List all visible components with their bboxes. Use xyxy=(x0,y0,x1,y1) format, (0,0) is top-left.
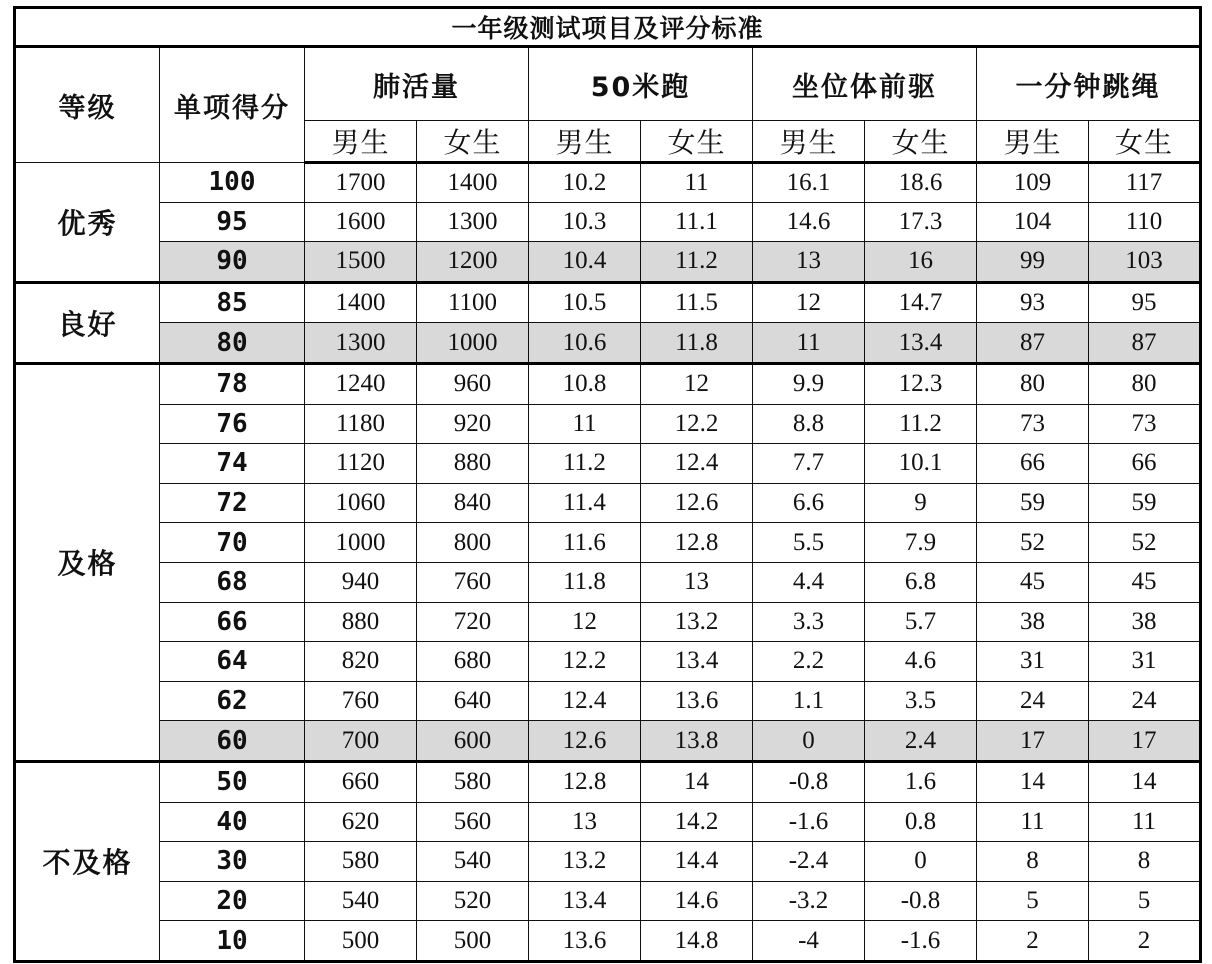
value-cell: 110 xyxy=(1089,202,1201,242)
value-cell: 13 xyxy=(641,562,753,602)
value-cell: 1400 xyxy=(305,282,417,323)
table-row xyxy=(15,681,1201,721)
value-cell: 720 xyxy=(417,602,529,642)
value-cell: 59 xyxy=(977,483,1089,523)
value-cell: 2 xyxy=(977,921,1089,962)
value-cell: 5.7 xyxy=(865,602,977,642)
value-cell: 0 xyxy=(865,842,977,882)
header-grade: 等级 xyxy=(15,47,160,163)
table-row xyxy=(15,802,1201,842)
value-cell: 540 xyxy=(305,881,417,921)
table-row xyxy=(15,404,1201,444)
value-cell: 760 xyxy=(417,562,529,602)
grade-label: 优秀 xyxy=(15,163,160,283)
table-row xyxy=(15,881,1201,921)
value-cell: 4.4 xyxy=(753,562,865,602)
score-cell: 100 xyxy=(160,163,305,203)
value-cell: 600 xyxy=(417,721,529,762)
value-cell: 109 xyxy=(977,163,1089,203)
value-cell: 13 xyxy=(753,242,865,283)
value-cell: 10.4 xyxy=(529,242,641,283)
score-cell: 30 xyxy=(160,842,305,882)
value-cell: 14 xyxy=(641,761,753,802)
value-cell: 13.4 xyxy=(529,881,641,921)
value-cell: 14.2 xyxy=(641,802,753,842)
value-cell: -2.4 xyxy=(753,842,865,882)
value-cell: 13.2 xyxy=(529,842,641,882)
value-cell: 12.2 xyxy=(529,642,641,682)
header-female: 女生 xyxy=(865,121,977,163)
value-cell: 16 xyxy=(865,242,977,283)
value-cell: 11 xyxy=(1089,802,1201,842)
value-cell: 11.2 xyxy=(641,242,753,283)
value-cell: 1300 xyxy=(417,202,529,242)
value-cell: 80 xyxy=(1089,363,1201,404)
value-cell: -4 xyxy=(753,921,865,962)
value-cell: 5 xyxy=(977,881,1089,921)
value-cell: 820 xyxy=(305,642,417,682)
value-cell: 45 xyxy=(977,562,1089,602)
value-cell: 38 xyxy=(1089,602,1201,642)
value-cell: 10.8 xyxy=(529,363,641,404)
value-cell: 10.1 xyxy=(865,444,977,484)
table-row xyxy=(15,282,1201,323)
score-cell: 62 xyxy=(160,681,305,721)
value-cell: 920 xyxy=(417,404,529,444)
value-cell: 700 xyxy=(305,721,417,762)
value-cell: 11 xyxy=(529,404,641,444)
value-cell: 11.1 xyxy=(641,202,753,242)
value-cell: -1.6 xyxy=(753,802,865,842)
value-cell: 13 xyxy=(529,802,641,842)
value-cell: 11 xyxy=(641,163,753,203)
value-cell: 12.8 xyxy=(641,523,753,563)
value-cell: 10.5 xyxy=(529,282,641,323)
score-cell: 40 xyxy=(160,802,305,842)
header-female: 女生 xyxy=(1089,121,1201,163)
value-cell: 12 xyxy=(753,282,865,323)
table-body xyxy=(15,163,1201,962)
value-cell: 11.2 xyxy=(865,404,977,444)
score-cell: 50 xyxy=(160,761,305,802)
value-cell: 13.6 xyxy=(529,921,641,962)
value-cell: 1000 xyxy=(417,323,529,364)
value-cell: 520 xyxy=(417,881,529,921)
value-cell: 13.4 xyxy=(865,323,977,364)
value-cell: -3.2 xyxy=(753,881,865,921)
table-row xyxy=(15,523,1201,563)
value-cell: 11.4 xyxy=(529,483,641,523)
header-score: 单项得分 xyxy=(160,47,305,163)
value-cell: 10.2 xyxy=(529,163,641,203)
grade-label: 及格 xyxy=(15,363,160,761)
table-row xyxy=(15,721,1201,762)
value-cell: 52 xyxy=(1089,523,1201,563)
value-cell: 11.6 xyxy=(529,523,641,563)
value-cell: 1600 xyxy=(305,202,417,242)
value-cell: -0.8 xyxy=(865,881,977,921)
table-row xyxy=(15,562,1201,602)
table-row xyxy=(15,602,1201,642)
value-cell: 5 xyxy=(1089,881,1201,921)
value-cell: 52 xyxy=(977,523,1089,563)
value-cell: 680 xyxy=(417,642,529,682)
value-cell: 73 xyxy=(977,404,1089,444)
grade-label: 良好 xyxy=(15,282,160,363)
table-row xyxy=(15,163,1201,203)
value-cell: 14 xyxy=(977,761,1089,802)
value-cell: 93 xyxy=(977,282,1089,323)
table-row xyxy=(15,483,1201,523)
value-cell: 10.6 xyxy=(529,323,641,364)
value-cell: 66 xyxy=(1089,444,1201,484)
value-cell: 1400 xyxy=(417,163,529,203)
value-cell: 16.1 xyxy=(753,163,865,203)
value-cell: 880 xyxy=(305,602,417,642)
value-cell: 12.4 xyxy=(529,681,641,721)
header-male: 男生 xyxy=(977,121,1089,163)
value-cell: 580 xyxy=(417,761,529,802)
value-cell: 560 xyxy=(417,802,529,842)
value-cell: 66 xyxy=(977,444,1089,484)
value-cell: 640 xyxy=(417,681,529,721)
score-cell: 76 xyxy=(160,404,305,444)
value-cell: 14.6 xyxy=(753,202,865,242)
value-cell: 103 xyxy=(1089,242,1201,283)
value-cell: 14.6 xyxy=(641,881,753,921)
value-cell: 4.6 xyxy=(865,642,977,682)
value-cell: 10.3 xyxy=(529,202,641,242)
value-cell: 880 xyxy=(417,444,529,484)
header-female: 女生 xyxy=(641,121,753,163)
header-item-sit-and-reach: 坐位体前驱 xyxy=(753,47,977,121)
value-cell: 38 xyxy=(977,602,1089,642)
value-cell: 24 xyxy=(1089,681,1201,721)
value-cell: 13.4 xyxy=(641,642,753,682)
value-cell: 73 xyxy=(1089,404,1201,444)
value-cell: 1300 xyxy=(305,323,417,364)
table-row xyxy=(15,323,1201,364)
table-row xyxy=(15,202,1201,242)
score-cell: 72 xyxy=(160,483,305,523)
value-cell: 1240 xyxy=(305,363,417,404)
value-cell: 9.9 xyxy=(753,363,865,404)
value-cell: 24 xyxy=(977,681,1089,721)
value-cell: 31 xyxy=(1089,642,1201,682)
value-cell: 8.8 xyxy=(753,404,865,444)
value-cell: 95 xyxy=(1089,282,1201,323)
value-cell: 7.7 xyxy=(753,444,865,484)
value-cell: 9 xyxy=(865,483,977,523)
value-cell: 760 xyxy=(305,681,417,721)
value-cell: 104 xyxy=(977,202,1089,242)
value-cell: 11.8 xyxy=(641,323,753,364)
value-cell: 540 xyxy=(417,842,529,882)
value-cell: 1.6 xyxy=(865,761,977,802)
value-cell: 11.5 xyxy=(641,282,753,323)
value-cell: 1120 xyxy=(305,444,417,484)
score-cell: 85 xyxy=(160,282,305,323)
header-male: 男生 xyxy=(529,121,641,163)
value-cell: 117 xyxy=(1089,163,1201,203)
value-cell: 12.4 xyxy=(641,444,753,484)
score-cell: 95 xyxy=(160,202,305,242)
scoring-standards-table xyxy=(13,6,1202,963)
value-cell: 45 xyxy=(1089,562,1201,602)
value-cell: 3.5 xyxy=(865,681,977,721)
value-cell: 2 xyxy=(1089,921,1201,962)
value-cell: 1.1 xyxy=(753,681,865,721)
score-cell: 66 xyxy=(160,602,305,642)
value-cell: 18.6 xyxy=(865,163,977,203)
value-cell: 14.7 xyxy=(865,282,977,323)
value-cell: -1.6 xyxy=(865,921,977,962)
table-row xyxy=(15,921,1201,962)
grade-label: 不及格 xyxy=(15,761,160,961)
value-cell: 940 xyxy=(305,562,417,602)
value-cell: 0.8 xyxy=(865,802,977,842)
value-cell: 1700 xyxy=(305,163,417,203)
table-row xyxy=(15,842,1201,882)
value-cell: 1000 xyxy=(305,523,417,563)
value-cell: 1100 xyxy=(417,282,529,323)
value-cell: 11 xyxy=(977,802,1089,842)
value-cell: 2.2 xyxy=(753,642,865,682)
table-row xyxy=(15,363,1201,404)
header-male: 男生 xyxy=(753,121,865,163)
value-cell: 13.8 xyxy=(641,721,753,762)
value-cell: 87 xyxy=(977,323,1089,364)
value-cell: 500 xyxy=(417,921,529,962)
value-cell: 11 xyxy=(753,323,865,364)
header-item-rope-skipping: 一分钟跳绳 xyxy=(977,47,1201,121)
value-cell: 840 xyxy=(417,483,529,523)
value-cell: 14.4 xyxy=(641,842,753,882)
value-cell: -0.8 xyxy=(753,761,865,802)
value-cell: 12.3 xyxy=(865,363,977,404)
value-cell: 17 xyxy=(977,721,1089,762)
header-female: 女生 xyxy=(417,121,529,163)
value-cell: 8 xyxy=(1089,842,1201,882)
table-row xyxy=(15,242,1201,283)
header-male: 男生 xyxy=(305,121,417,163)
value-cell: 800 xyxy=(417,523,529,563)
value-cell: 660 xyxy=(305,761,417,802)
value-cell: 12 xyxy=(529,602,641,642)
value-cell: 1180 xyxy=(305,404,417,444)
value-cell: 13.2 xyxy=(641,602,753,642)
value-cell: 8 xyxy=(977,842,1089,882)
value-cell: 12.2 xyxy=(641,404,753,444)
value-cell: 11.8 xyxy=(529,562,641,602)
table-row xyxy=(15,444,1201,484)
score-table-container xyxy=(13,6,1202,963)
value-cell: 11.2 xyxy=(529,444,641,484)
value-cell: 620 xyxy=(305,802,417,842)
value-cell: 500 xyxy=(305,921,417,962)
value-cell: 12.6 xyxy=(641,483,753,523)
value-cell: 0 xyxy=(753,721,865,762)
score-cell: 68 xyxy=(160,562,305,602)
score-cell: 60 xyxy=(160,721,305,762)
value-cell: 2.4 xyxy=(865,721,977,762)
table-title: 一年级测试项目及评分标准 xyxy=(15,8,1201,47)
value-cell: 87 xyxy=(1089,323,1201,364)
value-cell: 14.8 xyxy=(641,921,753,962)
value-cell: 7.9 xyxy=(865,523,977,563)
value-cell: 1060 xyxy=(305,483,417,523)
header-item-50m-run: 50米跑 xyxy=(529,47,753,121)
value-cell: 1500 xyxy=(305,242,417,283)
value-cell: 31 xyxy=(977,642,1089,682)
value-cell: 1200 xyxy=(417,242,529,283)
score-cell: 80 xyxy=(160,323,305,364)
table-row xyxy=(15,642,1201,682)
score-cell: 10 xyxy=(160,921,305,962)
value-cell: 17 xyxy=(1089,721,1201,762)
table-row xyxy=(15,761,1201,802)
value-cell: 17.3 xyxy=(865,202,977,242)
value-cell: 12.6 xyxy=(529,721,641,762)
value-cell: 59 xyxy=(1089,483,1201,523)
value-cell: 3.3 xyxy=(753,602,865,642)
score-cell: 74 xyxy=(160,444,305,484)
value-cell: 6.8 xyxy=(865,562,977,602)
score-cell: 90 xyxy=(160,242,305,283)
value-cell: 13.6 xyxy=(641,681,753,721)
value-cell: 99 xyxy=(977,242,1089,283)
score-cell: 70 xyxy=(160,523,305,563)
score-cell: 20 xyxy=(160,881,305,921)
value-cell: 580 xyxy=(305,842,417,882)
value-cell: 12 xyxy=(641,363,753,404)
score-cell: 64 xyxy=(160,642,305,682)
value-cell: 14 xyxy=(1089,761,1201,802)
value-cell: 12.8 xyxy=(529,761,641,802)
value-cell: 6.6 xyxy=(753,483,865,523)
value-cell: 80 xyxy=(977,363,1089,404)
value-cell: 5.5 xyxy=(753,523,865,563)
header-item-vital-capacity: 肺活量 xyxy=(305,47,529,121)
score-cell: 78 xyxy=(160,363,305,404)
value-cell: 960 xyxy=(417,363,529,404)
